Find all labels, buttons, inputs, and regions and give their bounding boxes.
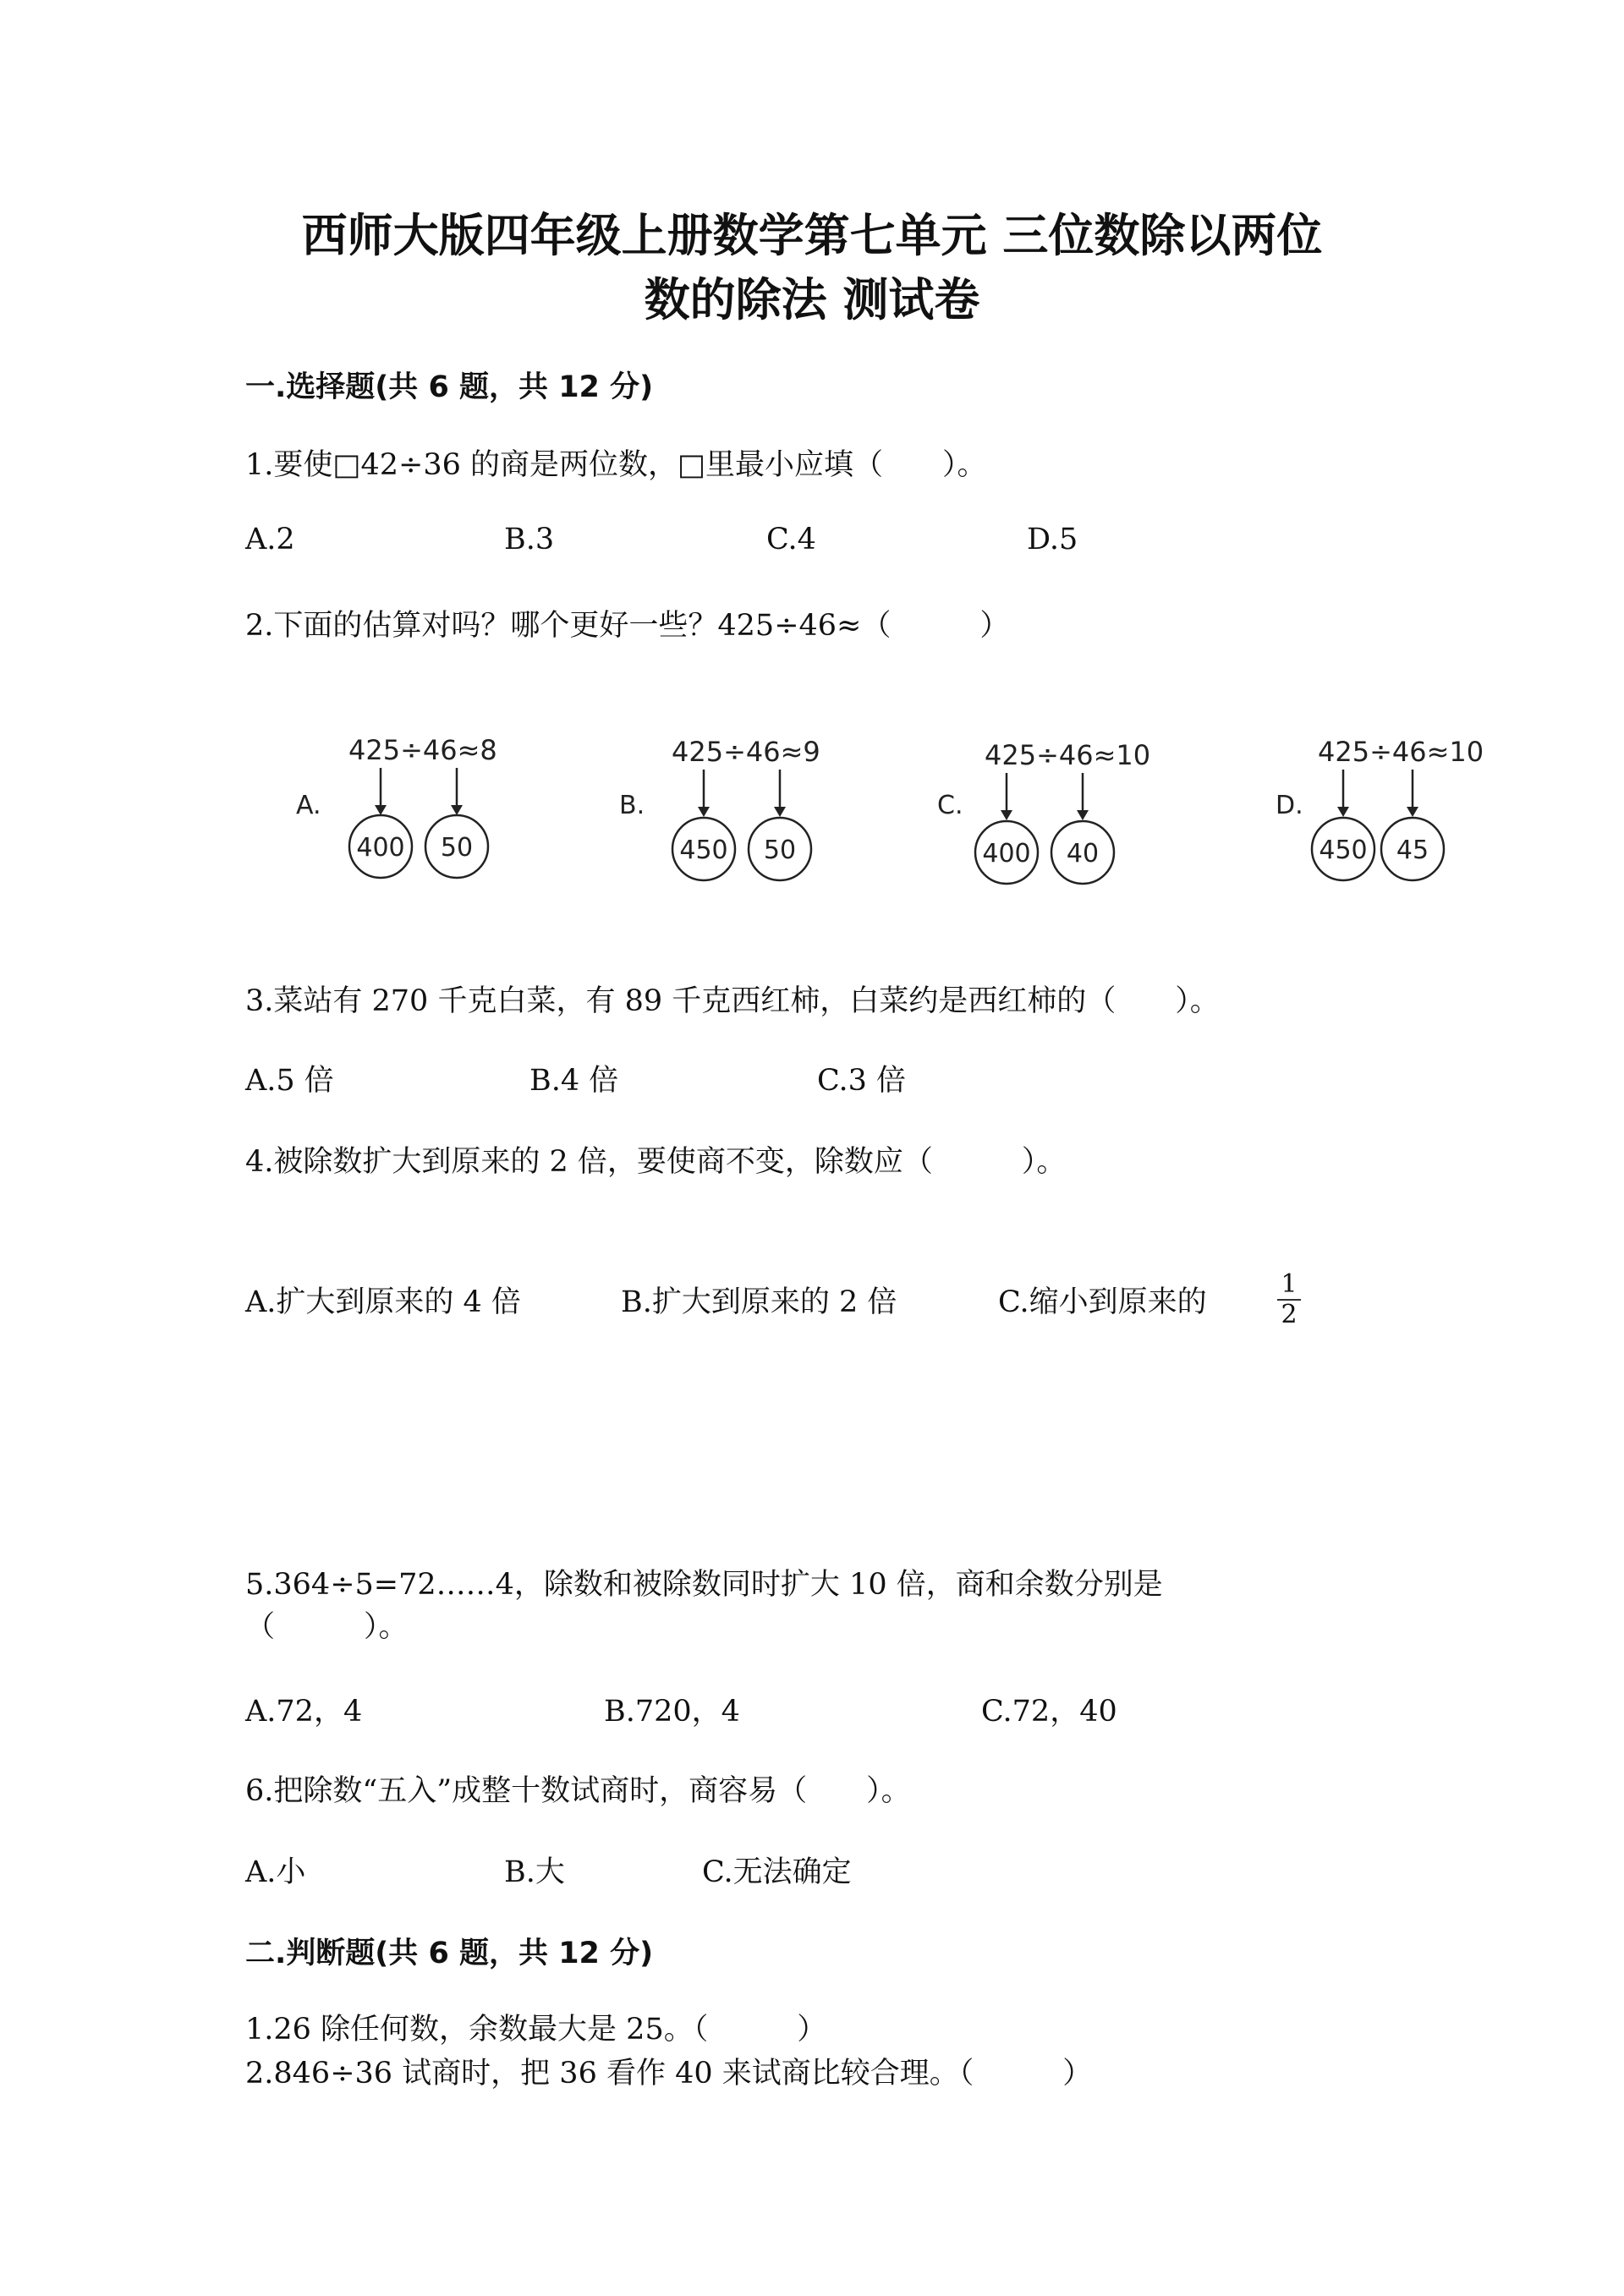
question-1-5-line2: （ ）。 [245, 1610, 409, 1644]
section1-heading: 一.选择题(共 6 题，共 12 分) [245, 370, 654, 404]
question-1-3: 3.菜站有 270 千克白菜，有 89 千克西红柿，白菜约是西红柿的（ ）。 [245, 984, 1220, 1018]
page-title-line2: 数的除法 测试卷 [644, 273, 980, 326]
question-1-5-line1: 5.364÷5=72……4，除数和被除数同时扩大 10 倍，商和余数分别是 [245, 1568, 1163, 1602]
q2-option-c-circle1: 400 [982, 839, 1031, 869]
q3-option-c: C.3 倍 [817, 1064, 907, 1098]
question-2-2: 2.846÷36 试商时，把 36 看作 40 来试商比较合理。（ ） [245, 2057, 1093, 2091]
q2-option-c-letter: C. [937, 791, 963, 820]
q2-option-a-diagram [288, 727, 541, 891]
q2-option-a-expr: 425÷46≈8 [348, 734, 497, 766]
question-1-6: 6.把除数“五入”成整十数试商时，商容易（ ）。 [245, 1774, 911, 1808]
q2-option-c-diagram [937, 727, 1191, 891]
q3-option-a: A.5 倍 [245, 1064, 334, 1098]
q6-option-a: A.小 [245, 1855, 306, 1889]
q2-option-d-diagram [1276, 727, 1529, 891]
q2-option-b-circle2: 50 [763, 836, 797, 865]
q2-option-d-letter: D. [1276, 791, 1303, 820]
q2-option-a-circle1: 400 [356, 833, 405, 863]
q5-option-b: B.720，4 [604, 1695, 740, 1729]
question-1-1: 1.要使□42÷36 的商是两位数，□里最小应填（ ）。 [245, 448, 987, 482]
q2-option-a-letter: A. [296, 791, 321, 820]
fraction-denominator: 2 [1281, 1300, 1298, 1329]
q1-option-b: B.3 [504, 523, 555, 556]
question-2-1: 1.26 除任何数，余数最大是 25。（ ） [245, 2013, 827, 2047]
q1-option-c: C.4 [766, 523, 816, 556]
fraction-numerator: 1 [1281, 1269, 1298, 1299]
q2-option-c-expr: 425÷46≈10 [985, 739, 1151, 771]
q6-option-c: C.无法确定 [702, 1855, 852, 1889]
q5-option-a: A.72，4 [245, 1695, 363, 1729]
section2-heading: 二.判断题(共 6 题，共 12 分) [245, 1937, 654, 1970]
question-1-2: 2.下面的估算对吗？哪个更好一些？425÷46≈（ ） [245, 609, 1010, 643]
question-1-4: 4.被除数扩大到原来的 2 倍，要使商不变，除数应（ ）。 [245, 1145, 1067, 1179]
q2-option-d-circle1: 450 [1319, 836, 1368, 865]
page-title-line1: 西师大版四年级上册数学第七单元 三位数除以两位 [301, 209, 1323, 262]
q3-option-b: B.4 倍 [529, 1064, 619, 1098]
q1-option-a: A.2 [245, 523, 295, 556]
q2-option-b-diagram [619, 727, 873, 891]
q5-option-c: C.72，40 [981, 1695, 1117, 1729]
q4-option-a: A.扩大到原来的 4 倍 [245, 1285, 521, 1319]
q2-option-c-circle2: 40 [1066, 839, 1100, 869]
q2-option-b-expr: 425÷46≈9 [672, 736, 820, 768]
q1-option-d: D.5 [1027, 523, 1078, 556]
q2-option-d-expr: 425÷46≈10 [1318, 736, 1484, 768]
q4-option-b: B.扩大到原来的 2 倍 [621, 1285, 897, 1319]
q6-option-b: B.大 [504, 1855, 565, 1889]
q4-option-c-fraction [1274, 1270, 1304, 1329]
q2-option-d-circle2: 45 [1396, 836, 1429, 865]
q2-option-a-circle2: 50 [440, 833, 474, 863]
q2-option-b-circle1: 450 [679, 836, 728, 865]
q2-option-b-letter: B. [619, 791, 645, 820]
q4-option-c: C.缩小到原来的 [998, 1285, 1207, 1319]
